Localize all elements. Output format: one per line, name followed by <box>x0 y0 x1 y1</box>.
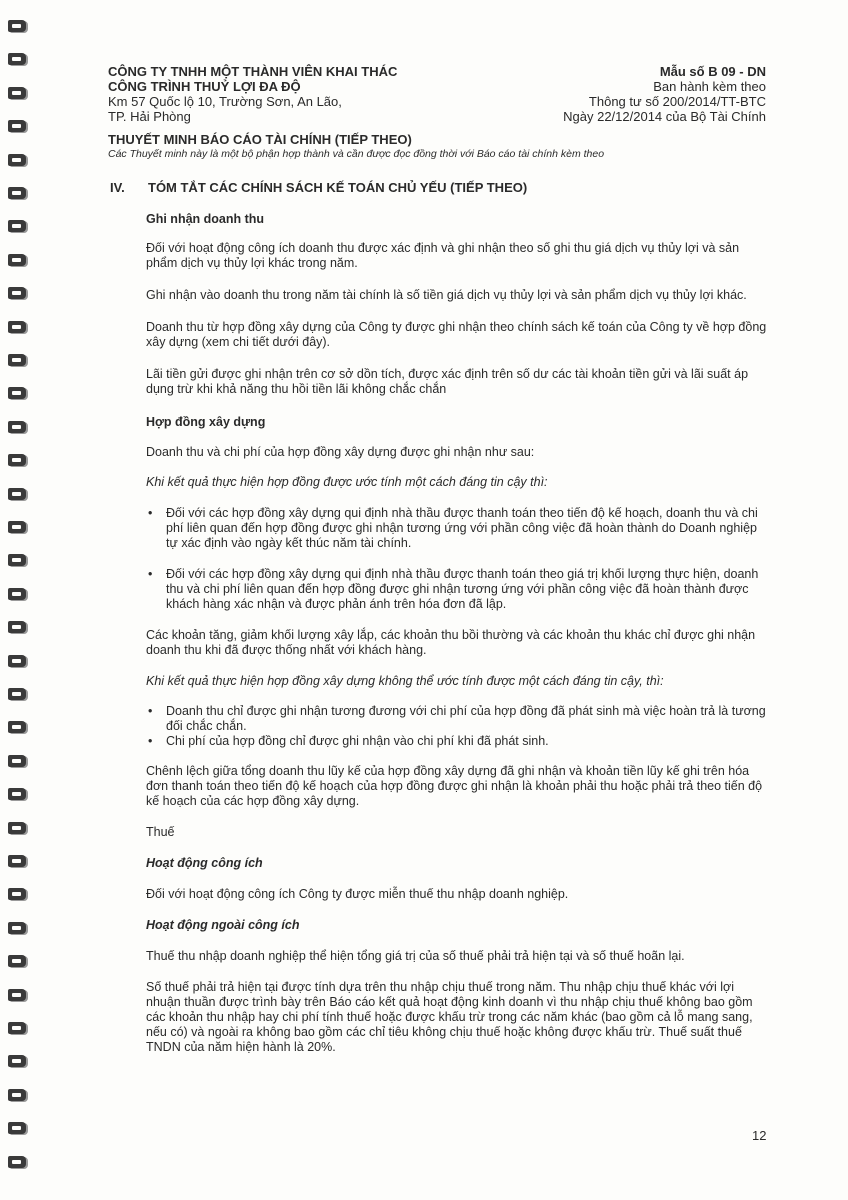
construction-adjustments: Các khoản tăng, giảm khối lượng xây lắp, các khoản thu bồi thường và các khoản thu khác chỉ được ghi nhận doanh thu khi đã được thống nhất với khách hàng. <box>146 628 756 657</box>
binding-ring <box>8 20 26 32</box>
binding-ring <box>8 922 26 934</box>
bullet-text: Chi phí của hợp đồng chỉ được ghi nhận vào chi phí khi đã phát sinh. <box>166 734 549 748</box>
document-subtitle: Các Thuyết minh này là một bộ phận hợp thành và cần được đọc đồng thời với Báo cáo tài chính kèm theo <box>108 148 605 160</box>
revenue-paragraph-3: Doanh thu từ hợp đồng xây dựng của Công ty được ghi nhận theo chính sách kế toán của Công ty về hợp đồng xây dựng (xem chi tiết dưới đây). <box>146 320 767 349</box>
construction-intro: Doanh thu và chi phí của hợp đồng xây dựng được ghi nhận như sau: <box>146 445 535 459</box>
unreliable-bullet-1 <box>146 704 768 734</box>
section-title: TÓM TẮT CÁC CHÍNH SÁCH KẾ TOÁN CHỦ YẾU (TIẾP THEO) <box>148 180 528 195</box>
revenue-paragraph-2: Ghi nhận vào doanh thu trong năm tài chính là số tiền giá dịch vụ thủy lợi và sản phẩm dịch vụ thủy lợi khác. <box>146 288 747 302</box>
page-number: 12 <box>752 1128 767 1143</box>
binding-ring <box>8 354 26 366</box>
binding-ring <box>8 421 26 433</box>
section-number: IV. <box>110 180 125 195</box>
construction-difference: Chênh lệch giữa tổng doanh thu lũy kế của hợp đồng xây dựng đã ghi nhận và khoản tiền lũy kế ghi trên hóa đơn thanh toán theo tiến độ kế hoạch của hợp đồng được ghi nhận là khoản phải thu hoặc phải trả theo tiến độ kế hoạch của các hợp đồng xây dựng. <box>146 764 763 808</box>
binding-ring <box>8 521 26 533</box>
form-number: Mẫu số B 09 - DN <box>659 64 766 79</box>
binding-ring <box>8 955 26 967</box>
binding-ring <box>8 53 26 65</box>
binding-ring <box>8 488 26 500</box>
document-title: THUYẾT MINH BÁO CÁO TÀI CHÍNH (TIẾP THEO) <box>108 132 412 147</box>
nonpublic-paragraph-1: Thuế thu nhập doanh nghiệp thể hiện tổng giá trị của số thuế phải trả hiện tại và số thuế hoãn lại. <box>146 949 685 963</box>
binding-ring <box>8 1156 26 1168</box>
public-activity-heading: Hoạt động công ích <box>146 856 263 870</box>
binding-ring <box>8 621 26 633</box>
binding-ring <box>8 855 26 867</box>
binding-ring <box>8 788 26 800</box>
binding-ring <box>8 588 26 600</box>
binding-ring <box>8 1122 26 1134</box>
form-info-block <box>563 64 766 124</box>
binding-ring <box>8 822 26 834</box>
binding-ring <box>8 655 26 667</box>
binding-ring <box>8 321 26 333</box>
binding-ring <box>8 989 26 1001</box>
revenue-heading: Ghi nhận doanh thu <box>146 212 265 226</box>
bullet-marker: • <box>148 734 153 748</box>
binding-ring <box>8 387 26 399</box>
company-block <box>108 64 397 124</box>
bullet-text: Đối với các hợp đồng xây dựng qui định nhà thầu được thanh toán theo giá trị khối lượng thực hiện, doanh thu và chi phí liên quan đến hợp đồng được ghi nhận tương ứng với phần công việc đã hoàn thành được khách hàng xác nhận và được phản ánh trên hóa đơn đã lập. <box>166 567 759 611</box>
company-address-line2: TP. Hải Phòng <box>108 109 191 124</box>
bullet-text: Đối với các hợp đồng xây dựng qui định nhà thầu được thanh toán theo tiến độ kế hoạch, doanh thu và chi phí liên quan đến hợp đồng được ghi nhận tương ứng với phần công việc đã hoàn thành do Doanh nghiệp tự xác định vào ngày kết thúc năm tài chính. <box>166 506 758 550</box>
binding-ring <box>8 187 26 199</box>
public-activity-text: Đối với hoạt động công ích Công ty được miễn thuế thu nhập doanh nghiệp. <box>146 887 569 901</box>
binding-ring <box>8 254 26 266</box>
reliable-bullet-1 <box>146 506 768 551</box>
binding-ring <box>8 287 26 299</box>
binding-ring <box>8 120 26 132</box>
bullet-marker: • <box>148 567 153 581</box>
company-name-line2: CÔNG TRÌNH THUỶ LỢI ĐA ĐỘ <box>108 79 301 94</box>
binding-ring <box>8 154 26 166</box>
nonpublic-paragraph-2: Số thuế phải trả hiện tại được tính dựa trên thu nhập chịu thuế trong năm. Thu nhập chịu thuế khác với lợi nhuận thuần được trình bày trên Báo cáo kết quả hoạt động kinh doanh vì thu nhập chịu thuế không bao gồm các khoản thu nhập hay chi phí tính thuế hoặc được khấu trừ trong các năm khác (bao gồm cả lỗ mang sang, nếu có) và ngoài ra không bao gồm các chỉ tiêu không chịu thuế hoặc không được khấu trừ. Thuế suất thuế TNDN của năm hiện hành là 20%. <box>146 980 753 1054</box>
bullet-text: Doanh thu chỉ được ghi nhận tương đương với chi phí của hợp đồng đã phát sinh mà việc hoàn trả là tương đối chắc chắn. <box>166 704 766 733</box>
binding-ring <box>8 1089 26 1101</box>
reliable-estimate-heading: Khi kết quả thực hiện hợp đồng được ước tính một cách đáng tin cậy thì: <box>146 475 548 489</box>
spiral-binding <box>0 20 36 1190</box>
bullet-marker: • <box>148 704 153 718</box>
binding-ring <box>8 755 26 767</box>
binding-ring <box>8 688 26 700</box>
binding-ring <box>8 888 26 900</box>
binding-ring <box>8 87 26 99</box>
company-name-line1: CÔNG TY TNHH MỘT THÀNH VIÊN KHAI THÁC <box>108 64 398 79</box>
construction-heading: Hợp đồng xây dựng <box>146 415 266 429</box>
circular-date: Ngày 22/12/2014 của Bộ Tài Chính <box>563 109 766 124</box>
binding-ring <box>8 721 26 733</box>
unreliable-bullet-2 <box>146 734 768 749</box>
revenue-paragraph-1: Đối với hoạt động công ích doanh thu được xác định và ghi nhận theo số ghi thu giá dịch vụ thủy lợi và sản phẩm dịch vụ thủy lợi khác trong năm. <box>146 241 740 270</box>
binding-ring <box>8 1022 26 1034</box>
unreliable-estimate-heading: Khi kết quả thực hiện hợp đồng xây dựng không thể ước tính được một cách đáng tin cậy, thì: <box>146 674 664 688</box>
binding-ring <box>8 454 26 466</box>
company-address-line1: Km 57 Quốc lộ 10, Trường Sơn, An Lão, <box>108 94 342 109</box>
circular-number: Thông tư số 200/2014/TT-BTC <box>588 94 766 109</box>
reliable-bullet-2 <box>146 567 768 612</box>
binding-ring <box>8 1055 26 1067</box>
bullet-marker: • <box>148 506 153 520</box>
tax-heading: Thuế <box>146 825 175 839</box>
nonpublic-activity-heading: Hoạt động ngoài công ích <box>146 918 300 932</box>
binding-ring <box>8 554 26 566</box>
revenue-paragraph-4: Lãi tiền gửi được ghi nhận trên cơ sở dồn tích, được xác định trên số dư các tài khoản tiền gửi và lãi suất áp dụng trừ khi khả năng thu hồi tiền lãi không chắc chắn <box>146 367 749 396</box>
issued-with: Ban hành kèm theo <box>653 79 766 94</box>
binding-ring <box>8 220 26 232</box>
document-body <box>146 212 768 1055</box>
